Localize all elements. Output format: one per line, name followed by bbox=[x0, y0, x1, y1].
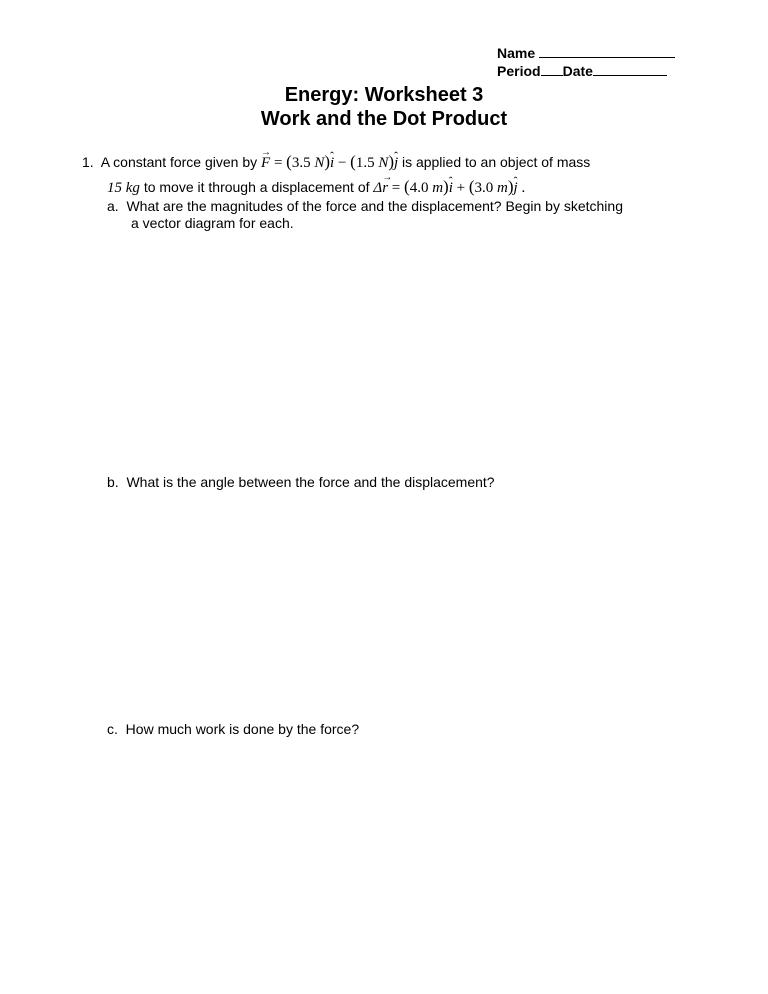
period-date-field bbox=[497, 62, 675, 80]
question-text: A constant force given by bbox=[100, 154, 258, 170]
question-number: 1. bbox=[82, 154, 94, 170]
part-b bbox=[107, 473, 495, 492]
name-label: Name bbox=[497, 45, 536, 61]
name-period-date-block bbox=[497, 44, 675, 80]
worksheet-title: Energy: Worksheet 3 bbox=[284, 84, 484, 106]
part-text: How much work is done by the force? bbox=[125, 721, 360, 737]
part-text: What are the magnitudes of the force and the displacement? Begin by sketching bbox=[126, 198, 623, 214]
question-1-line-2 bbox=[107, 177, 525, 198]
question-text: to move it through a displacement of bbox=[143, 179, 370, 195]
part-label: b. bbox=[107, 474, 119, 490]
date-blank[interactable] bbox=[593, 62, 667, 76]
worksheet-subtitle: Work and the Dot Product bbox=[260, 108, 508, 130]
mass-value: 15 kg bbox=[107, 180, 140, 196]
name-field bbox=[497, 44, 675, 62]
period-label: Period bbox=[497, 63, 541, 79]
name-blank[interactable] bbox=[539, 44, 675, 58]
part-label: c. bbox=[107, 721, 118, 737]
question-text: is applied to an object of mass bbox=[401, 154, 591, 170]
force-equation: → F = (3.5 N)ˆ i − (1.5 N)ˆ j bbox=[261, 155, 402, 171]
period-blank[interactable] bbox=[541, 62, 563, 76]
part-text: a vector diagram for each. bbox=[131, 215, 294, 231]
question-1-line-1 bbox=[82, 152, 590, 173]
part-c bbox=[107, 720, 359, 739]
part-a-continued bbox=[131, 214, 294, 233]
part-text: What is the angle between the force and the displacement? bbox=[126, 474, 495, 490]
date-label: Date bbox=[562, 63, 593, 79]
part-label: a. bbox=[107, 198, 119, 214]
displacement-equation: Δ→ r = (4.0 m)ˆ i + (3.0 m)ˆ j . bbox=[373, 180, 525, 196]
